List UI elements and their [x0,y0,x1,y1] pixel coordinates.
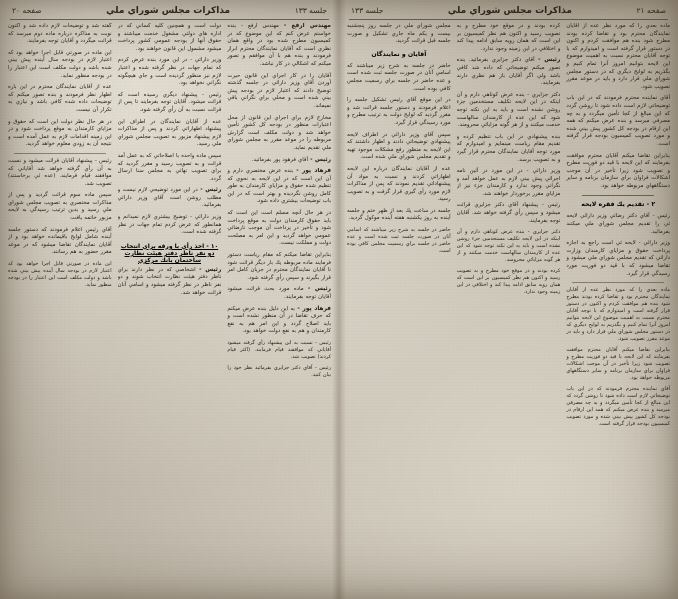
speaker-text: به اين دليل بنده عرض ميكنم كه حرف تقاضا در آن منظور نشده است و بايد اصلاح گردد و اين امر هم به نفع كارمندان و هم به نفع دولت خواهد بود. [227,305,331,335]
speaker-paragraph [118,187,222,210]
speaker-text: بنده عرض مختصري دارم و آن اين است كه در اين لايحه به نحوي كه تنظيم شده حقوق و مزاياي كارمندان به طور كامل روشن نگرديده و بهتر است كه در اين باب توضيحات بيشتري داده شود. [227,168,331,205]
speaker-text: اشخاصي كه در نظر دارند براي ناظر دفتر هيئت نظارت انتخاب شوند و دو نفر ناظر در نظر گرفته ميشود و اسامي آنان قرائت خواهد شد. [117,266,222,296]
paragraph: رئيس - پيشنهاد ديگري رسيده است كه قرائت ميشود. آقايان توجه بفرمايند تا پس از قرائت نسبت به آن رأي گرفته شود. [117,91,222,113]
paragraph: بنابراين تقاضا ميكنم كه مقام رياست دستور فرمايند ماده مربوطه يك بار ديگر قرائت شود تا آقايان نمايندگان محترم در جريان كامل امر قرار بگيرند و سپس رأي گرفته شود. [227,252,331,281]
right-page-session: جلسه ۱۳۳ [351,6,384,15]
speaker-paragraph [227,286,331,301]
agenda-item-heading: ۱۰ - اخذ رأي با ورقه براي انتخاب دو نفر ناظر دفتر هيئت نظارت ساختمان بانك مركزي [120,242,219,264]
left-page-number: صفحه ۲۰ [12,6,42,15]
paragraph: دكتر جزايري - بنده عرض كوتاهي دارم و آن اينكه در اين لايحه تكليف مستخدمين جزء روشن نشده است و بايد به اين نكته توجه شود كه اين عده از كارمندان سالهاست خدمت ميكنند و از هر گونه مزايائي محرومند. [456,229,561,264]
paragraph: آقايان را در كار اجراي اين قانون حيرت آوردن آقاي وزير دارائي در جلسه گذشته توضيح دادند كه اعتبار لازم در بودجه پيش بيني شده است و محلي براي نگراني باقي نميماند. [227,72,331,109]
paragraph: آقاي رئيس اعلام فرمودند كه دستور جلسه آينده شامل لوايح باقيمانده خواهد بود و از آقايان نمايندگان تقاضا ميشود كه در موعد مقرر حضور به هم رسانند. [7,226,112,256]
paragraph: مخارج لازم براي اجراي اين قانون از محل اعتبارات منظور در بودجه كل كشور تأمين خواهد شد و دولت مكلف است گزارش مربوطه را در موعد مقرر به مجلس شوراي ملي تقديم نمايد. [227,114,331,151]
paragraph: آقاي نماينده محترم فرمودند كه در اين باب توضيحاتي لازم است داده شود تا روشن گردد كه اين مبالغ از كجا تأمين ميگردد و به چه مصرفي ميرسد و بنده عرض ميكنم كه همه اين ارقام در بودجه كل كشور پيش بيني شده و مورد تصويب كميسيون بودجه قرار گرفته است. [566,95,670,147]
paragraph: در هر حال آنچه مسلم است اين است كه بايد حقوق كارمندان دولت به موقع پرداخت شود و تأخير در پرداخت آن موجب نارضائي عمومي خواهد گرديد و اين امر به مصلحت دولت و مملكت نيست. [227,210,331,247]
paragraph: سپس ماده واحده با اصلاحاتي كه به عمل آمد قرائت و به تصويب رسيد و مقرر گرديد كه براي تصويب نهائي به مجلس سنا ارسال گردد. [117,152,222,182]
speaker-name: رئيس - [199,266,222,273]
right-page-column-2 [457,23,561,579]
speaker-name: فرهاد پور - [296,168,331,175]
speaker-text: آقاي دكتر جزايري بفرمائيد. بنده تصور ميكنم توضيحاتي كه داده شد كافي باشد ولي اگر آقايان باز هم نظري دارند بفرمايند. [456,57,561,87]
left-page-title: مذاكرات مجلس شوراي ملي [106,6,231,16]
left-page-running-head [8,6,331,18]
paragraph: ماده بعدي را كه مورد نظر عده از آقايان نمايندگان محترم بود و تقاضا كرده بودند مطرح شود بنده هم موافقت كردم و اكنون در دستور قرار گرفته است و اميدوارم كه با توجه آقايان محترم نسبت به اهميت موضوع اين لايحه بتوانيم امروز آنرا تمام كنيم و بگذريم به لوايح ديگري كه در دستور مجلس شوراي ملي قرار دارد و بايد در موعد مقرر تصويب شود. [566,23,670,90]
speaker-name: رئيس - [538,57,561,64]
speaker-name: رئيس - [307,286,331,293]
speaker-name: مهندس ارفع - [283,23,331,29]
speaker-paragraph [227,306,331,336]
speaker-paragraph [457,57,561,87]
paragraph: ماده بعدي را كه مورد نظر عده از آقايان نمايندگان محترم بود و تقاضا كرده بودند مطرح شود بنده هم موافقت كردم و اكنون در دستور قرار گرفته است و اميدوارم كه با توجه آقايان محترم نسبت به اهميت موضوع اين لايحه بتوانيم امروز آنرا تمام كنيم و بگذريم به لوايح ديگري كه در دستور مجلس شوراي ملي قرار دارد و بايد در موعد مقرر تصويب شود. [566,287,670,343]
speaker-text: در اين مورد توضيحي لازم نيست و مطلب روشن است آقاي وزير دارائي بفرمائيد. [117,187,222,209]
paragraph [227,23,331,69]
section-divider [14,153,106,154]
paragraph: عده از آقايان نمايندگان محترم در اين باره اظهار نظر فرمودند و بنده تصور ميكنم كه توضيحات داده شده كافي باشد و نيازي به تكرار آن نيست. [7,84,112,113]
speaker-text: مهندس ارفع - بنده خواستم عرض كنم كه اين موضوع كه در كميسيون مطرح شده بود در واقع همان نظري است كه آقايان نمايندگان محترم ابراز فرمودند و بنده هم با آن موافقم و تصور ميكنم كه اشكالي در كار نباشد. [227,23,331,67]
paragraph: رئيس - پيشنهاد آقايان قرائت ميشود و نسبت به آن رأي گرفته خواهد شد آقاياني كه موافقند قيام فرمايند. (عده ئي برخاستند) تصويب شد. [7,157,112,187]
paragraph: رئيس - آقاي دكتر جزايري بفرمائيد نظر خود را بيان كنيد. [227,364,331,378]
paragraph: بنده پيشنهادي در اين باب تنظيم كرده و تقديم مقام رياست مينمايم و اميدوارم كه مورد توجه آقايان نمايندگان محترم قرار گيرد و به تصويب برسد. [456,133,561,163]
paragraph: كرده بودند و در موقع خود مطرح و به تصويب رسيد و اكنون هم نظر كميسيون بر اين است كه همان رويه سابق ادامه پيدا كند و اختلافي در اين زمينه وجود ندارد. [456,268,561,296]
speaker-name: رئيس - [200,187,222,194]
speaker-text: آقاي فرهود پور بفرمائيد. [251,156,308,163]
left-page-session: جلسه ۱۳۳ [294,6,327,15]
paragraph: بنابراين تقاضا ميكنم آقايان محترم موافقت بفرمايند كه اين لايحه با قيد دو فوريت مطرح و تصويب شود زيرا تأخير در آن موجب اشكالات فراوان براي سازمان برنامه و ساير دستگاههاي مربوطه خواهد بود. [566,152,670,189]
paragraph: در هر حال نظر دولت اين است كه حقوق و مزاياي كارمندان به موقع پرداخت شود و در اين زمينه اقدامات لازم به عمل آمده است و نتيجه آن به زودي معلوم خواهد گرديد. [7,118,112,148]
paragraph: وزير دارائي - لايحه ئي است راجع به اجازه پرداخت حقوق و مزاياي كارمندان وزارت دارائي كه تقديم مجلس شوراي ملي ميشود و تقاضا ميشود كه با قيد دو فوريت مورد رسيدگي قرار گيرد. [566,240,670,277]
paragraph: در اين موقع آقاي رئيس تشكيل جلسه را اعلام فرمودند و دستور جلسه قرائت شد و مقرر گرديد كه لوايح دولت به ترتيب مطرح و مورد رسيدگي قرار گيرد. [346,97,451,126]
paragraph: گفته شد و توضيحات لازم داده شد و اكنون نوبت به مذاكره درباره ماده دوم ميرسد كه قرائت ميگردد و آقايان توجه بفرمايند. [7,23,112,45]
speaker-paragraph [118,267,222,297]
paragraph: رئيس - آقاي دكتر رضائي وزير دارائي لايحه ئي را تقديم مجلس شوراي ملي ميكنند بفرمائيد. [566,213,670,235]
paragraph: سپس آقاي وزير دارائي در اطراف لايحه پيشنهادي توضيحاتي دادند و اظهار داشتند كه اين لايحه به منظور رفع مشكلات موجود تهيه و تقديم مجلس شوراي ملي شده است. [346,131,451,161]
paragraph: سپس ماده سوم قرائت گرديد و پس از مذاكرات مختصري به تصويب مجلس شوراي ملي رسيد و بدين ترتيب رسيدگي به لايحه مزبور خاتمه يافت. [7,192,112,222]
paragraph: اين ماده در صورتي قابل اجرا خواهد بود كه اعتبار لازم در بودجه سال آينده پيش بيني شده باشد و دولت مكلف است اين اعتبار را در بودجه منظور نمايد. [7,49,112,79]
paragraph: آقاي نماينده محترم فرمودند كه در اين باب توضيحاتي لازم است داده شود تا روشن گردد كه اين مبالغ از كجا تأمين ميگردد و به چه مصرفي ميرسد و بنده عرض ميكنم كه همه اين ارقام در بودجه كل كشور پيش بيني شده و مورد تصويب كميسيون بودجه قرار گرفته است. [566,386,670,428]
paragraph: بنابراين تقاضا ميكنم آقايان محترم موافقت بفرمايند كه اين لايحه با قيد دو فوريت مطرح و تصويب شود زيرا تأخير در آن موجب اشكالات فراوان براي سازمان برنامه و ساير دستگاههاي مربوطه خواهد بود. [566,347,670,382]
right-page [339,0,678,599]
speaker-paragraph [227,168,331,206]
paragraph: عده از آقايان نمايندگان در اطراف اين پيشنهاد اظهاراتي كردند و پس از مذاكرات لازم پيشنهاد مزبور به تصويب مجلس شوراي ملي رسيد. [117,118,222,148]
paragraph: وزير دارائي - توضيح بيشتري لازم نميدانم و همانطور كه عرض كردم تمام جهات در نظر گرفته شده است. [117,214,222,236]
paragraph: حاضر در جلسه به شرح زير ميباشند كه اسامي آنان در صورت جلسه ثبت شده است و عده حاضر در جلسه براي رسميت مجلس كافي بوده است. [346,62,451,92]
section-heading: ۲ - تقديم يك فقره لايحه [581,201,656,209]
right-page-title: مذاكرات مجلس شوراي ملي [447,6,572,16]
right-page-column-1 [566,23,670,579]
speaker-text: ماده مورد بحث قرائت ميشود آقايان توجه بفرمايند. [227,286,331,300]
section-divider [582,195,654,196]
left-page-column-1 [227,23,331,579]
left-page-column-2 [118,23,222,579]
speaker-name: رئيس - [310,156,331,163]
left-page-rule [10,19,329,20]
paragraph: وزير دارائي - در اين مورد در آئين نامه اجرائي پيش بيني لازم به عمل خواهد آمد و نگراني وجود ندارد و كارمندان جزء نيز از مزاياي مقرر برخوردار خواهند شد. [456,168,561,197]
right-page-column-3 [347,23,451,579]
paragraph: دولت است و همچنين كليه كساني كه در اداره هاي دولتي مشغول خدمت ميباشند و حقوق آنها از بودجه عمومي كشور پرداخت ميشود مشمول اين قانون خواهند بود. [117,23,222,52]
right-page-number: صفحه ۲۱ [636,6,666,15]
speaker-name: فرهاد پور - [297,305,331,312]
paragraph: وزير دارائي - در اين مورد بنده عرض كردم كه تمام جهات در نظر گرفته شده و اعتبار لازم نيز منظور گرديده است و جاي هيچگونه نگراني نخواهد بود. [117,57,222,87]
left-page-column-3 [8,23,112,579]
section-divider [572,282,664,283]
right-page-rule [349,19,668,20]
right-page-running-head [347,6,670,18]
section-heading: آقايان و نمايندگان [371,50,427,58]
paragraph: كرده بودند و در موقع خود مطرح و به تصويب رسيد و اكنون هم نظر كميسيون بر اين است كه همان رويه سابق ادامه پيدا كند و اختلافي در اين زمينه وجود ندارد. [456,23,561,52]
paragraph: اين ماده در صورتي قابل اجرا خواهد بود كه اعتبار لازم در بودجه سال آينده پيش بيني شده باشد و دولت مكلف است اين اعتبار را در بودجه منظور نمايد. [7,261,112,289]
speaker-paragraph [227,157,331,165]
paragraph: مجلس شوراي ملي در جلسه روز پنجشنبه بيست و يكم ماه جاري تشكيل و صورت جلسه قبل قرائت گرديد. [346,23,451,45]
paragraph: دكتر جزايري - بنده عرض كوتاهي دارم و آن اينكه در اين لايحه تكليف مستخدمين جزء روشن نشده است و بايد به اين نكته توجه شود كه اين عده از كارمندان سالهاست خدمت ميكنند و از هر گونه مزايائي محرومند. [456,91,561,129]
paragraph: جلسه در ساعت يك بعد از ظهر ختم و جلسه آينده به روز يكشنبه هفته آينده موكول گرديد. [346,207,451,222]
paragraph: حاضر در جلسه به شرح زير ميباشند كه اسامي آنان در صورت جلسه ثبت شده است و عده حاضر در جلسه براي رسميت مجلس كافي بوده است. [346,227,451,255]
paragraph: عده از آقايان نمايندگان درباره اين لايحه اظهاراتي كردند و نسبت به مواد آن پيشنهاداتي تقديم نمودند كه پس از مذاكرات لازم مورد رأي گيري قرار گرفت و به تصويب رسيد. [346,165,451,203]
paragraph: رئيس - نسبت به اين پيشنهاد رأي گرفته ميشود آقاياني كه موافقند قيام فرمايند. (اكثر قيام كردند) تصويب شد. [227,339,331,360]
left-page-columns [8,23,331,579]
right-page-columns [347,23,670,579]
paragraph: رئيس - پيشنهاد آقاي دكتر جزايري قرائت ميشود و سپس رأي گرفته خواهد شد. آقايان توجه بفرمايند. [456,202,561,224]
